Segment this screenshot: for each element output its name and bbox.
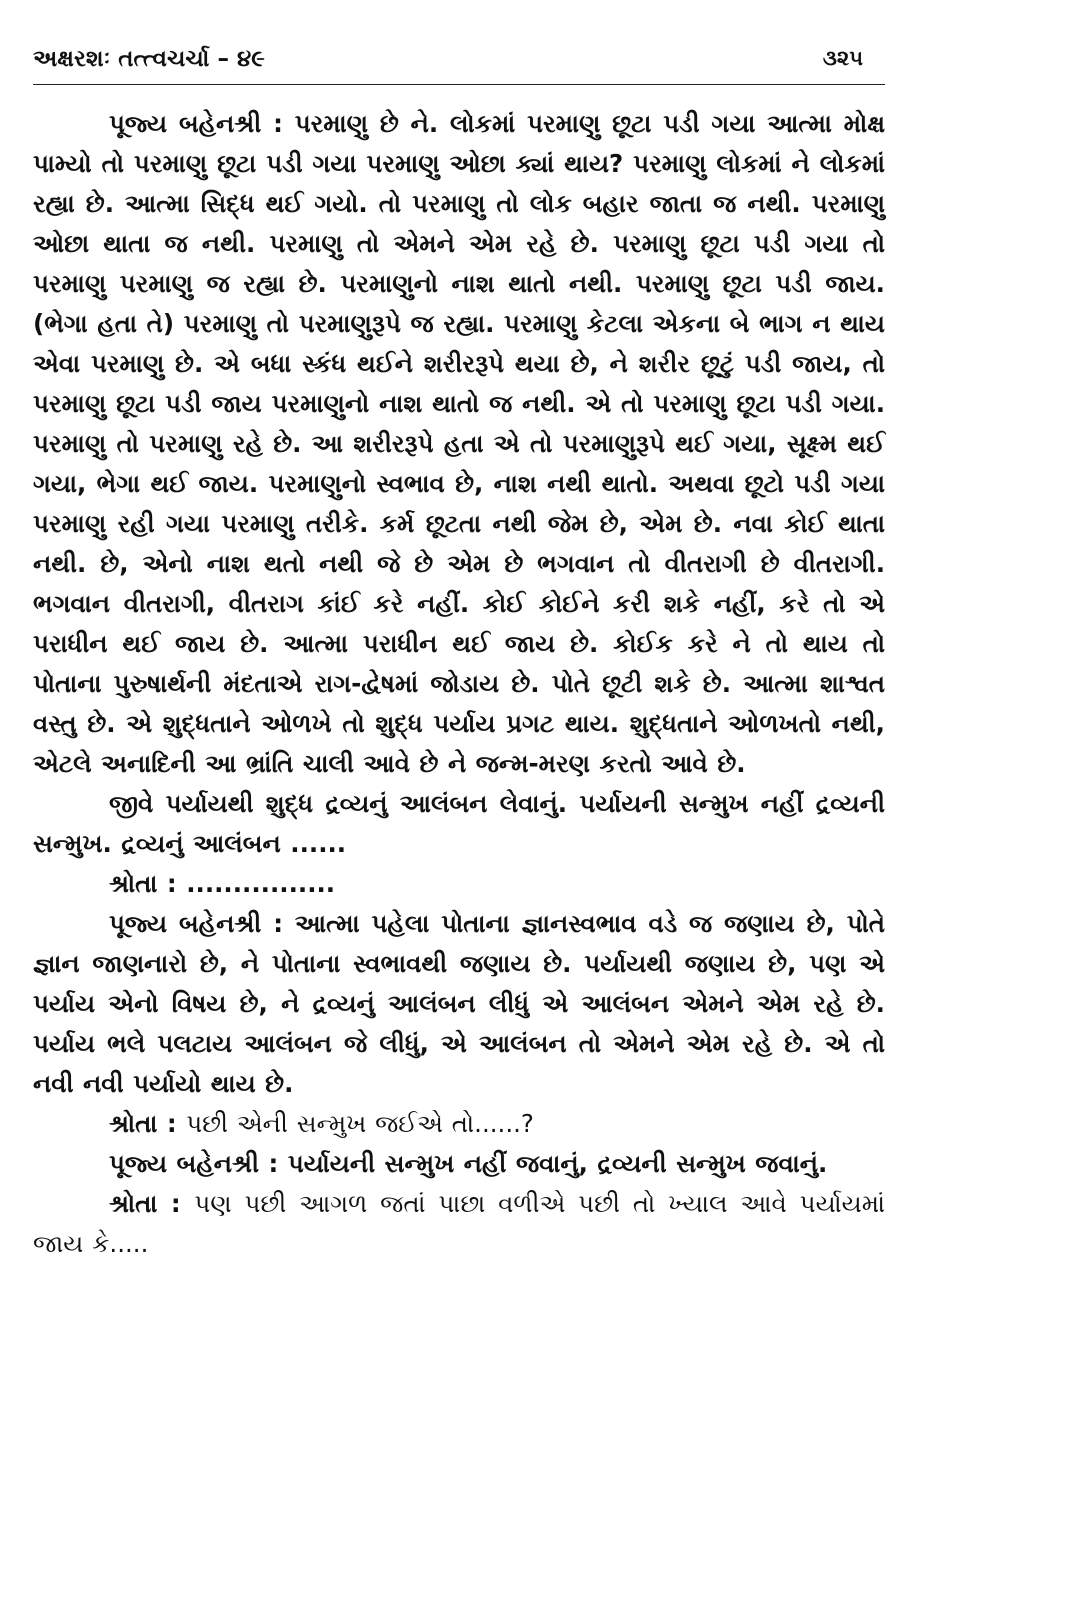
page-body xyxy=(33,104,885,1264)
paragraph-text: જીવે પર્યાયથી શુદ્ધ દ્રવ્યનું આલંબન લેવાનું. પર્યાયની સન્મુખ નહીં દ્રવ્યની સન્મુખ. દ્રવ્યનું આલંબન ...... xyxy=(33,789,885,858)
speaker-label: શ્રોતા : xyxy=(109,1109,177,1138)
speaker-label: પૂજ્ય બહેનશ્રી : xyxy=(109,109,283,138)
paragraph-4 xyxy=(33,904,885,1104)
paragraph-text: ................ xyxy=(186,869,336,898)
running-title: અક્ષરશઃ તત્ત્વચર્ચા – ૪૯ xyxy=(33,46,265,72)
paragraph-6 xyxy=(33,1144,885,1184)
paragraph-5 xyxy=(33,1104,885,1144)
paragraph-7 xyxy=(33,1184,885,1264)
paragraph-text: પર્યાયની સન્મુખ નહીં જવાનું, દ્રવ્યની સન્મુખ જવાનું. xyxy=(287,1149,828,1178)
paragraph-text: આત્મા પહેલા પોતાના જ્ઞાનસ્વભાવ વડે જ જણાય છે, પોતે જ્ઞાન જાણનારો છે, ને પોતાના સ્વભાવથી જણાય છે. પર્યાયથી જણાય છે, પણ એ પર્યાય એનો વિષય છે, ને દ્રવ્યનું આલંબન લીધું એ આલંબન એમને એમ રહે છે. પર્યાય ભલે પલટાય આલંબન જે લીધું, એ આલંબન તો એમને એમ રહે છે. એ તો નવી નવી પર્યાયો થાય છે. xyxy=(33,909,886,1098)
speaker-label: પૂજ્ય બહેનશ્રી : xyxy=(109,1149,279,1178)
paragraph-3 xyxy=(33,864,885,904)
speaker-label: શ્રોતા : xyxy=(109,869,177,898)
speaker-label: શ્રોતા : xyxy=(109,1189,181,1218)
paragraph-1 xyxy=(33,104,885,784)
page-number: ૩૨૫ xyxy=(822,46,863,70)
paragraph-text: પરમાણુ છે ને. લોકમાં પરમાણુ છૂટા પડી ગયા આત્મા મોક્ષ પામ્યો તો પરમાણુ છૂટા પડી ગયા પરમાણુ ઓછા ક્યાં થાય? પરમાણુ લોકમાં ને લોકમાં રહ્યા છે. આત્મા સિદ્ધ થઈ ગયો. તો પરમાણુ તો લોક બહાર જાતા જ નથી. પરમાણુ ઓછા થાતા જ નથી. પરમાણુ તો એમને એમ રહે છે. પરમાણુ છૂટા પડી ગયા તો પરમાણુ પરમાણુ જ રહ્યા છે. પરમાણુનો નાશ થાતો નથી. પરમાણુ છૂટા પડી જાય. (ભેગા હતા તે) પરમાણુ તો પરમાણુરૂપે જ રહ્યા. પરમાણુ કેટલા એકના બે ભાગ ન થાય એવા પરમાણુ છે. એ બધા સ્કંધ થઈને શરીરરૂપે થયા છે, ને શરીર છૂટું પડી જાય, તો પરમાણુ છૂટા પડી જાય પરમાણુનો નાશ થાતો જ નથી. એ તો પરમાણુ છૂટા પડી ગયા. પરમાણુ તો પરમાણુ રહે છે. આ શરીરરૂપે હતા એ તો પરમાણુરૂપે થઈ ગયા, સૂક્ષ્મ થઈ ગયા, ભેગા થઈ જાય. પરમાણુનો સ્વભાવ છે, નાશ નથી થાતો. અથવા છૂટો પડી ગયા પરમાણુ રહી ગયા પરમાણુ તરીકે. કર્મ છૂટતા નથી જેમ છે, એમ છે. નવા કોઈ થાતા નથી. છે, એનો નાશ થતો નથી જે છે એમ છે ભગવાન તો વીતરાગી છે વીતરાગી. ભગવાન વીતરાગી, વીતરાગ કાંઈ કરે નહીં. કોઈ કોઈને કરી શકે નહીં, કરે તો એ પરાધીન થઈ જાય છે. આત્મા પરાધીન થઈ જાય છે. કોઈક કરે ને તો થાય તો પોતાના પુરુષાર્થની મંદતાએ રાગ-દ્વેષમાં જોડાય છે. પોતે છૂટી શકે છે. આત્મા શાશ્વત વસ્તુ છે. એ શુદ્ધતાને ઓળખે તો શુદ્ધ પર્યાય પ્રગટ થાય. શુદ્ધતાને ઓળખતો નથી, એટલે અનાદિની આ ભ્રાંતિ ચાલી આવે છે ને જન્મ-મરણ કરતો આવે છે. xyxy=(33,109,885,778)
page-header xyxy=(33,44,885,85)
speaker-label: પૂજ્ય બહેનશ્રી : xyxy=(109,909,284,938)
paragraph-2 xyxy=(33,784,885,864)
paragraph-text: પણ પછી આગળ જતાં પાછા વળીએ પછી તો ખ્યાલ આવે પર્યાયમાં જાય કે..... xyxy=(33,1189,886,1258)
paragraph-text: પછી એની સન્મુખ જઈએ તો......? xyxy=(186,1109,534,1138)
